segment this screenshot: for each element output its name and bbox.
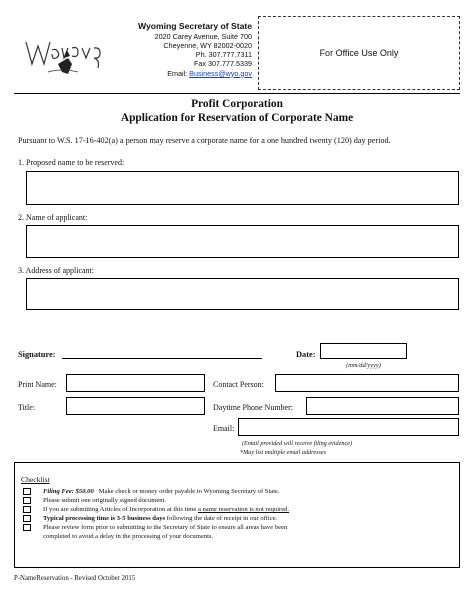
agency-email-row	[112, 69, 252, 78]
articles-text: If you are submitting Articles of Incorporation at this time	[43, 506, 197, 513]
checklist-heading: Checklist	[21, 475, 50, 484]
agency-fax: Fax 307.777.5339	[194, 59, 252, 69]
checkbox-original-document[interactable]	[23, 497, 31, 504]
email-input[interactable]	[238, 418, 459, 436]
daytime-phone-label: Daytime Phone Number:	[213, 403, 293, 412]
contact-person-input[interactable]	[275, 374, 459, 392]
print-name-label: Print Name:	[18, 380, 57, 389]
date-input[interactable]	[320, 343, 407, 359]
email-note-2: *May list multiple email addresses	[240, 449, 327, 456]
processing-time-text: following the date of receipt in our office.	[166, 515, 278, 522]
checkbox-filing-fee[interactable]	[23, 488, 31, 495]
checklist-fee-row	[43, 488, 280, 495]
agency-address2: Cheyenne, WY 82002-0020	[163, 40, 252, 50]
applicant-address-label: 3. Address of applicant:	[18, 266, 94, 275]
email-note-1: (Email provided will receive filing evidence)	[242, 440, 353, 447]
wyoming-logo	[18, 22, 110, 84]
email-field-label: Email:	[213, 424, 235, 433]
filing-fee-text: Make check or money order payable to Wyoming Secretary of State.	[98, 488, 280, 495]
filing-fee-label: Filing Fee: $50.00	[43, 488, 94, 495]
agency-phone: Ph. 307.777.7311	[195, 50, 252, 60]
articles-note: a name reservation is not required.	[197, 506, 290, 513]
title-input[interactable]	[66, 397, 205, 415]
checklist-item-articles	[43, 506, 289, 513]
date-format-hint: (mm/dd/yyyy)	[346, 362, 381, 369]
checkbox-review-form[interactable]	[23, 524, 31, 531]
title-label: Title:	[18, 403, 36, 412]
checklist-item-review-cont: completed to avoid a delay in the processing of your documents.	[43, 533, 214, 540]
agency-name: Wyoming Secretary of State	[138, 21, 252, 31]
applicant-address-input[interactable]	[26, 278, 459, 310]
header-divider	[14, 93, 460, 94]
print-name-input[interactable]	[66, 374, 205, 392]
signature-line[interactable]	[62, 358, 262, 359]
checklist-item-processing	[43, 515, 277, 522]
contact-person-label: Contact Person:	[213, 380, 264, 389]
checkbox-processing-time[interactable]	[23, 515, 31, 522]
applicant-name-label: 2. Name of applicant:	[18, 213, 88, 222]
email-link[interactable]: Business@wyo.gov	[189, 68, 252, 78]
date-label: Date:	[296, 350, 316, 359]
signature-label: Signature:	[18, 350, 56, 359]
intro-text: Pursuant to W.S. 17-16-402(a) a person may reserve a corporate name for a one hundred twenty (120) day period.	[18, 136, 391, 145]
footer-form-id: P-NameReservation - Revised October 2015	[14, 575, 136, 582]
applicant-name-input[interactable]	[26, 225, 459, 258]
processing-time-bold: Typical processing time is 3-5 business days	[43, 515, 166, 522]
daytime-phone-input[interactable]	[306, 397, 459, 415]
proposed-name-input[interactable]	[26, 171, 459, 205]
proposed-name-label: 1. Proposed name to be reserved:	[18, 158, 125, 167]
office-use-box	[258, 16, 460, 90]
agency-address1: 2020 Carey Avenue, Suite 700	[154, 31, 252, 41]
agency-contact	[112, 21, 252, 78]
checkbox-articles[interactable]	[23, 506, 31, 513]
checklist-item-original: Please submit one originally signed document.	[43, 497, 167, 504]
title-line1: Profit Corporation	[191, 98, 283, 110]
checklist-item-review: Please review form prior to submitting to the Secretary of State to ensure all areas have been	[43, 524, 288, 531]
email-label: Email:	[167, 68, 188, 78]
form-title	[0, 98, 474, 125]
title-line2: Application for Reservation of Corporate Name	[120, 111, 354, 124]
office-use-label: For Office Use Only	[319, 48, 399, 58]
